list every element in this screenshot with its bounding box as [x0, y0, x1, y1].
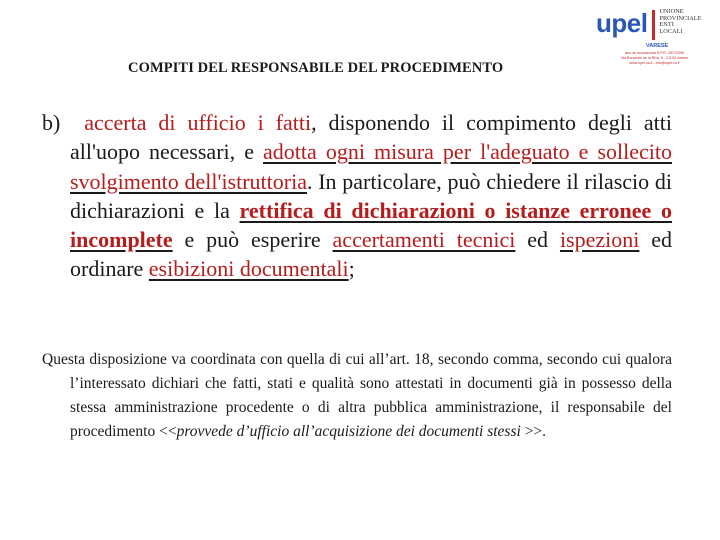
- logo-divider: [652, 10, 655, 40]
- note-paragraph: [42, 348, 672, 444]
- highlight-esibizioni: esibizioni documentali: [148, 256, 349, 282]
- highlight-accertamenti: accertamenti tecnici: [332, 227, 516, 253]
- list-item-b: b) accerta di ufficio i fatti, disponendo il compimento degli atti all'uopo necessari, e adotta ogni misura per l'adeguato e sollecito svolgimento dell'istruttoria. In particolare, può chiedere il rilascio di dichiarazioni e la rettifica di dichiarazioni o istanze erronee o incomplete e può esperire accertamenti tecnici ed ispezioni ed ordinare esibizioni documentali;: [42, 110, 673, 282]
- logo-tagline: Via Bonvesin de la Riva, 5 - 21100 Varese: [621, 56, 688, 60]
- logo-subtitle: UNIONE PROVINCIALE ENTI LOCALI: [659, 8, 702, 35]
- logo-city: VARESE: [646, 43, 669, 49]
- highlight-accerta: accerta di ufficio i fatti: [84, 110, 312, 135]
- highlight-adotta-misura: adotta ogni misura per l'adeguato e sollecito svolgimento dell'istruttoria: [70, 139, 672, 194]
- logo-tagline: www.upel.va.it - info@upel.va.it: [629, 61, 680, 65]
- logo-tagline: ass.ne riconosciuta D.P.R. 26/7/1995: [625, 51, 684, 55]
- note-text: Questa disposizione va coordinata con quella di cui all’art. 18, secondo comma, secondo cui qualora l’interessato dichiari che fatti, stati e qualità sono attestati in documenti già in possesso della stessa amministrazione procedente o di altra pubblica amministrazione, il responsabile del procedimento <<: [42, 351, 672, 440]
- note-end: >>.: [520, 423, 547, 440]
- item-marker: b): [42, 110, 61, 135]
- highlight-ispezioni: ispezioni: [559, 227, 640, 253]
- main-paragraph: [42, 108, 672, 284]
- page-title: COMPITI DEL RESPONSABILE DEL PROCEDIMENTO: [128, 60, 504, 76]
- note-quote: provvede d’ufficio all’acquisizione dei documenti stessi: [176, 423, 521, 440]
- highlight-rettifica: rettifica di dichiarazioni o istanze erronee o incomplete: [70, 197, 672, 253]
- upel-logo: [592, 6, 717, 74]
- logo-wordmark: upel: [596, 8, 648, 38]
